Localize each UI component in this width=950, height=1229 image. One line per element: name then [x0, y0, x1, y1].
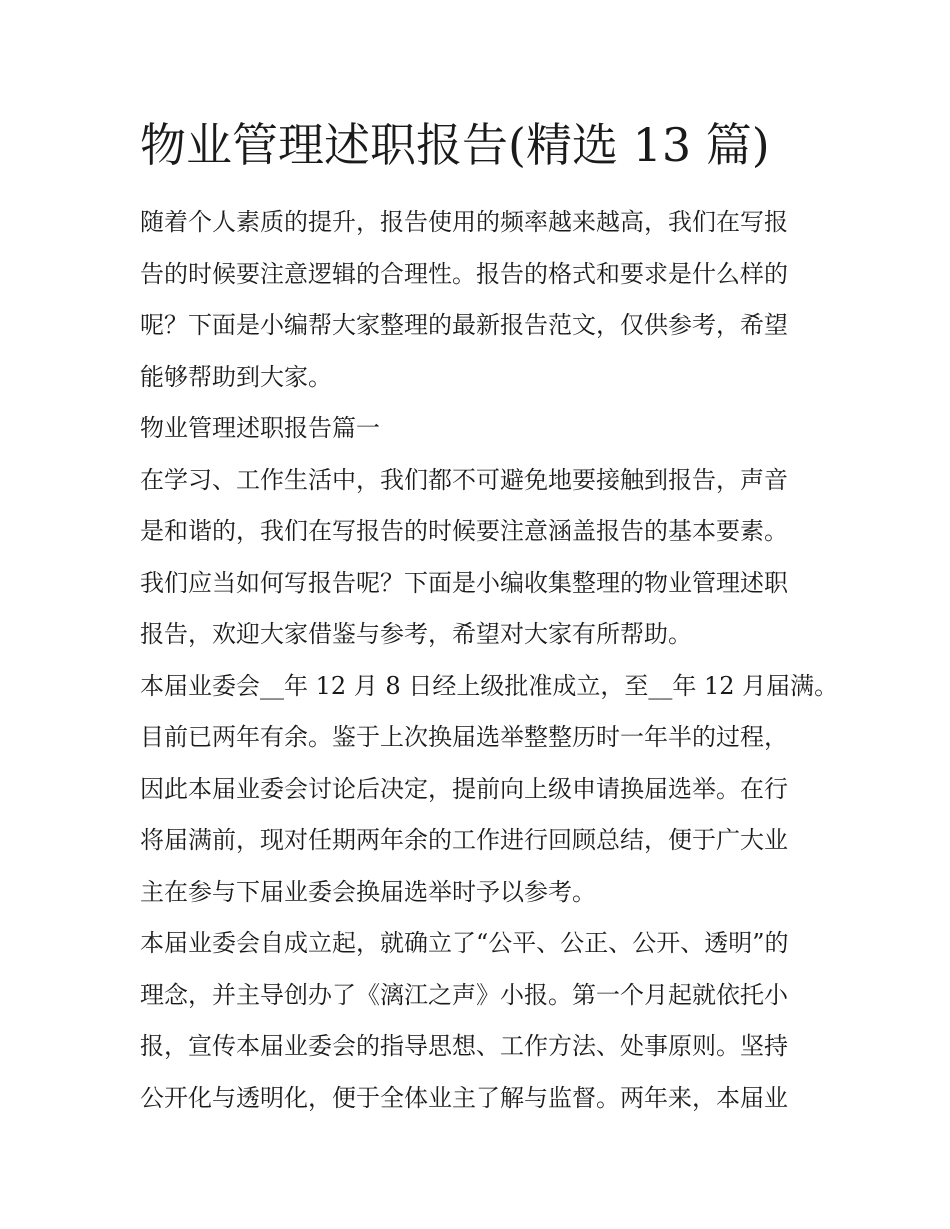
- text-line: 本届业委会自成立起，就确立了“公平、公正、公开、透明”的: [140, 929, 789, 957]
- text-line: 公开化与透明化，便于全体业主了解与监督。两年来，本届业: [140, 1083, 788, 1112]
- section-heading: 物业管理述职报告篇一: [140, 414, 380, 442]
- text-line: 因此本届业委会讨论后决定，提前向上级申请换届选举。在行: [140, 774, 788, 803]
- text-line: 呢？下面是小编帮大家整理的最新报告范文，仅供参考，希望: [140, 311, 788, 339]
- text-line: 报，宣传本届业委会的指导思想、工作方法、处事原则。坚持: [140, 1032, 788, 1060]
- text-line: 是和谐的，我们在写报告的时候要注意涵盖报告的基本要素。: [140, 517, 788, 545]
- text-line: 主在参与下届业委会换届选举时予以参考。: [140, 877, 596, 906]
- text-line: 我们应当如何写报告呢？下面是小编收集整理的物业管理述职: [140, 568, 788, 597]
- text-line: 目前已两年有余。鉴于上次换届选举整整历时一年半的过程，: [140, 723, 788, 751]
- text-line: 随着个人素质的提升，报告使用的频率越来越高，我们在写报: [140, 208, 788, 236]
- text-line: 报告，欢迎大家借鉴与参考，希望对大家有所帮助。: [140, 620, 692, 648]
- text-line: 在学习、工作生活中，我们都不可避免地要接触到报告，声音: [140, 465, 788, 494]
- document-title: 物业管理述职报告(精选 13 篇): [140, 118, 770, 172]
- text-line: 理念，并主导创办了《漓江之声》小报。第一个月起就依托小: [140, 980, 788, 1009]
- text-line: 能够帮助到大家。: [140, 362, 332, 391]
- text-line: 将届满前，现对任期两年余的工作进行回顾总结，便于广大业: [140, 826, 788, 854]
- text-line: 告的时候要注意逻辑的合理性。报告的格式和要求是什么样的: [140, 259, 788, 288]
- document-body: [140, 197, 839, 1124]
- text-line: 本届业委会__年 12 月 8 日经上级批准成立，至__年 12 月届满。: [140, 671, 839, 700]
